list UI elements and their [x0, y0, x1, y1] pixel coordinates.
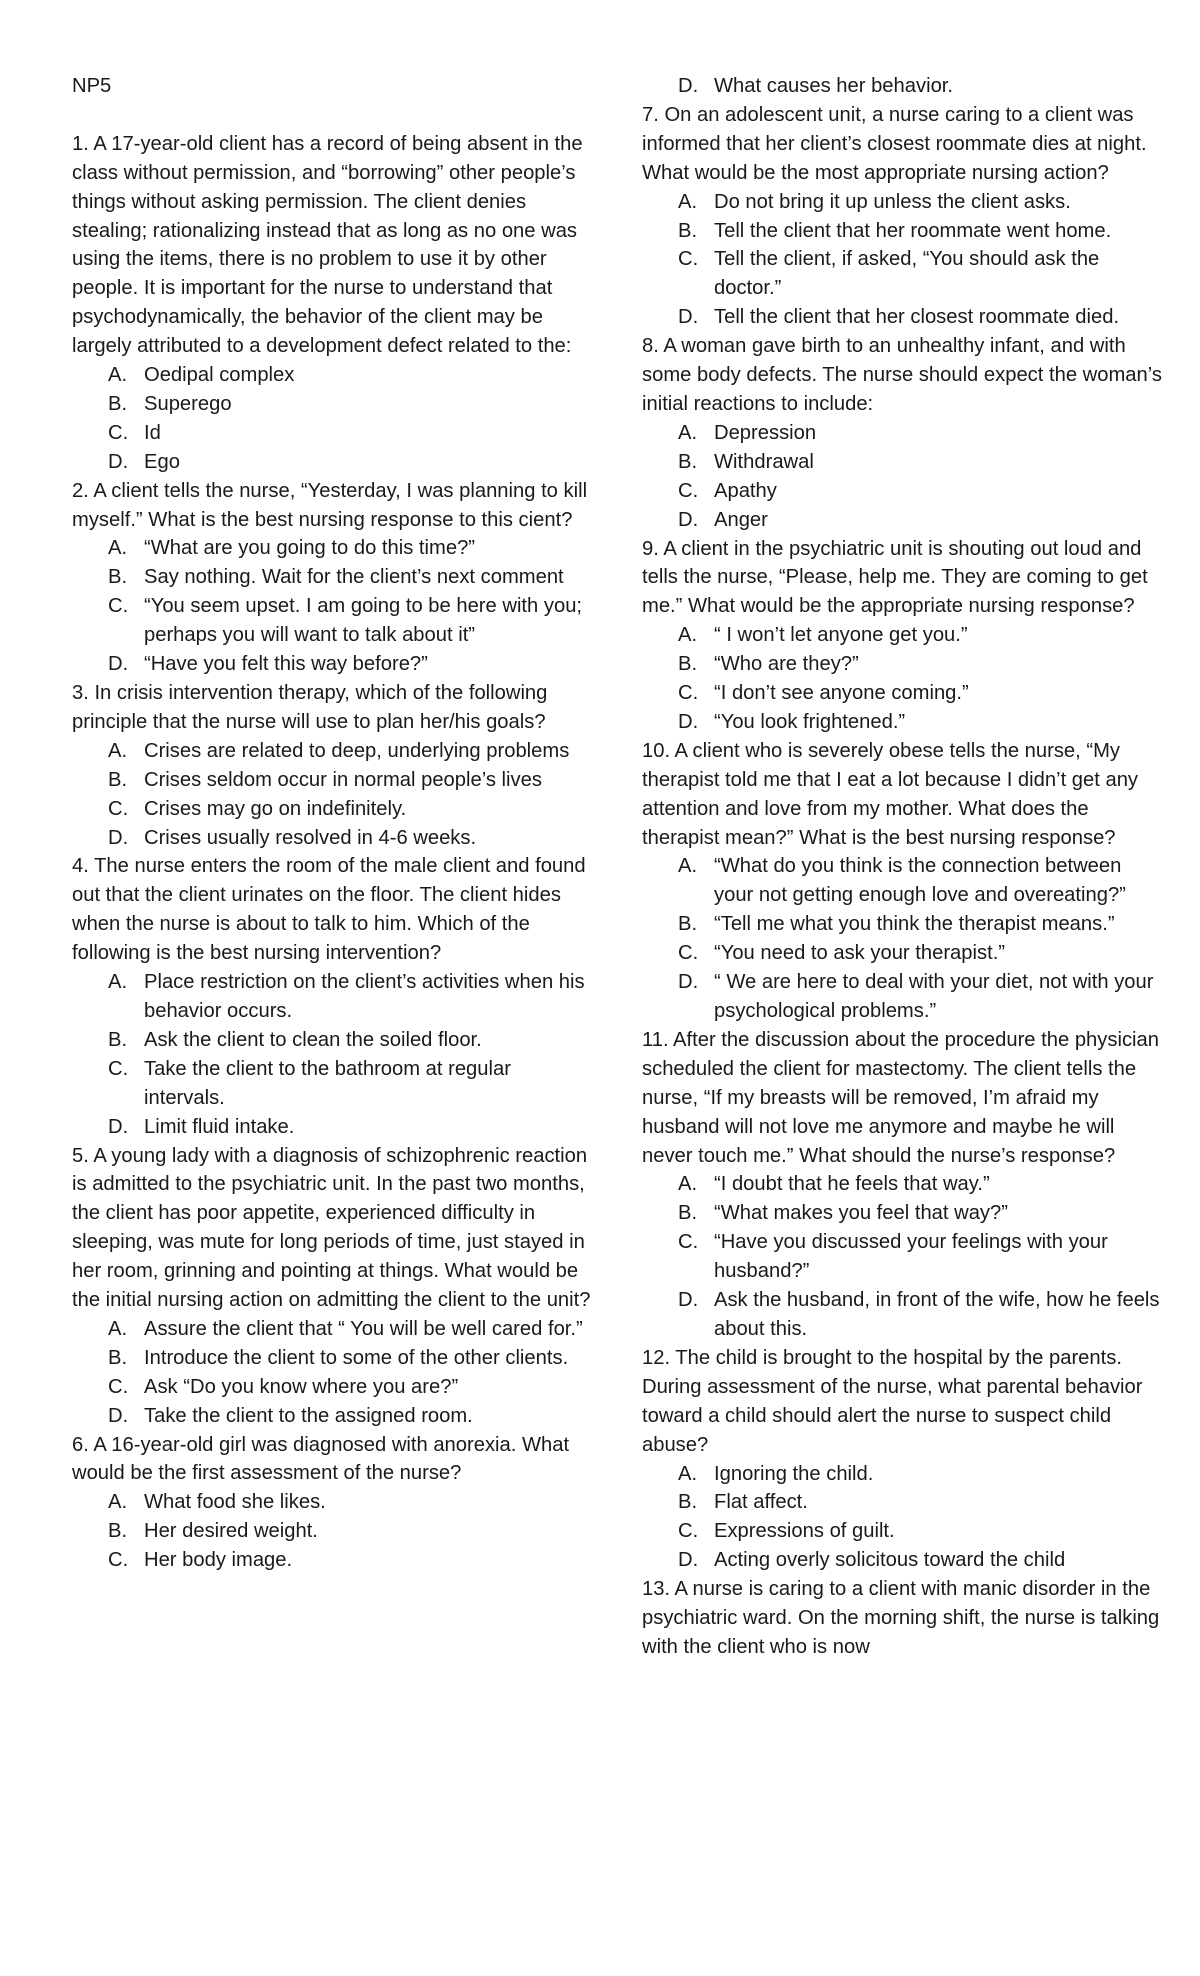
- question-text: 3. In crisis intervention therapy, which of the following principle that the nurse will use to plan her/his goals?: [72, 682, 548, 733]
- option-text: Place restriction on the client’s activities when his behavior occurs.: [144, 971, 585, 1022]
- option-letter: B.: [678, 219, 698, 242]
- option-text: Withdrawal: [714, 450, 814, 473]
- option-text: “What do you think is the connection between your not getting enough love and overeating?”: [714, 855, 1126, 907]
- option-letter: B.: [678, 653, 698, 676]
- option-text: Ask the client to clean the soiled floor.: [144, 1028, 482, 1051]
- option-letter: C.: [678, 682, 699, 705]
- answer-option: [642, 1517, 1162, 1546]
- answer-option: [72, 448, 592, 477]
- question-text: 4. The nurse enters the room of the male client and found out that the client urinates on the floor. The client hides when the nurse is about to talk to him. Which of the following is the best nursing intervention?: [72, 855, 586, 965]
- question-text: 2. A client tells the nurse, “Yesterday, I was planning to kill myself.” What is the best nursing response to this cient?: [72, 479, 588, 531]
- answer-option: [642, 245, 1162, 303]
- option-text: “You seem upset. I am going to be here with you; perhaps you will want to talk about it”: [144, 595, 583, 647]
- option-letter: D.: [678, 710, 699, 733]
- option-text: Crises are related to deep, underlying problems: [144, 739, 570, 762]
- option-text: Tell the client that her roommate went home.: [714, 219, 1112, 242]
- option-text: Apathy: [714, 479, 777, 502]
- question-text: 10. A client who is severely obese tells the nurse, “My therapist told me that I eat a lot because I didn’t get any attention and love from my mother. What does the therapist mean?” What is the best nursing response?: [642, 739, 1139, 849]
- option-letter: A.: [678, 1462, 698, 1485]
- option-letter: B.: [108, 392, 128, 415]
- option-letter: C.: [108, 797, 129, 820]
- option-letter: C.: [678, 1520, 699, 1543]
- question-8: [642, 332, 1162, 534]
- option-text: Say nothing. Wait for the client’s next comment: [144, 566, 564, 589]
- option-letter: C.: [678, 1231, 699, 1254]
- question-3: [72, 679, 592, 852]
- answer-option: [72, 390, 592, 419]
- answer-option: [642, 968, 1162, 1026]
- answer-option: [72, 563, 592, 592]
- option-text: Do not bring it up unless the client asks.: [714, 190, 1071, 213]
- option-text: “ We are here to deal with your diet, not with your psychological problems.”: [714, 971, 1154, 1022]
- answer-option: [642, 708, 1162, 737]
- option-text: “I don’t see anyone coming.”: [714, 682, 969, 705]
- question-text: 6. A 16-year-old girl was diagnosed with anorexia. What would be the first assessment of the nurse?: [72, 1433, 570, 1485]
- question-1: [72, 130, 592, 477]
- answer-option: [72, 1026, 592, 1055]
- answer-option: [72, 650, 592, 679]
- answer-options: [642, 1170, 1162, 1343]
- option-text: “You look frightened.”: [714, 710, 906, 733]
- question-2: [72, 477, 592, 679]
- option-text: Ask “Do you know where you are?”: [144, 1375, 459, 1398]
- option-text: Acting overly solicitous toward the child: [714, 1549, 1066, 1572]
- answer-option: [642, 650, 1162, 679]
- option-text: What causes her behavior.: [714, 75, 954, 97]
- answer-options: [72, 737, 592, 853]
- option-text: “What are you going to do this time?”: [144, 537, 476, 560]
- answer-option: [642, 621, 1162, 650]
- option-text: “Have you discussed your feelings with your husband?”: [714, 1231, 1108, 1283]
- option-letter: A.: [678, 855, 698, 878]
- option-text: Tell the client that her closest roommate died.: [714, 306, 1120, 329]
- option-letter: A.: [678, 624, 698, 647]
- option-letter: D.: [678, 508, 699, 531]
- option-letter: A.: [108, 364, 128, 387]
- answer-options: [72, 1315, 592, 1431]
- answer-option: [642, 506, 1162, 535]
- question-text: 8. A woman gave birth to an unhealthy infant, and with some body defects. The nurse should expect the woman’s initial reactions to include:: [642, 335, 1162, 415]
- option-letter: C.: [108, 595, 129, 618]
- option-text: Expressions of guilt.: [714, 1520, 895, 1543]
- answer-option: [72, 419, 592, 448]
- option-text: Crises may go on indefinitely.: [144, 797, 407, 820]
- option-text: “I doubt that he feels that way.”: [714, 1173, 990, 1196]
- option-letter: A.: [108, 1317, 128, 1340]
- question-text: 13. A nurse is caring to a client with manic disorder in the psychiatric ward. On the morning shift, the nurse is talking with the client who is now: [642, 1578, 1160, 1658]
- option-letter: B.: [678, 1491, 698, 1514]
- answer-option: [642, 419, 1162, 448]
- option-text: Tell the client, if asked, “You should ask the doctor.”: [714, 248, 1100, 300]
- option-letter: D.: [108, 653, 129, 676]
- document-title: NP5: [72, 75, 112, 97]
- option-text: “ I won’t let anyone get you.”: [714, 624, 968, 647]
- answer-option: [642, 188, 1162, 217]
- answer-option: [642, 1488, 1162, 1517]
- answer-options: [642, 188, 1162, 333]
- question-text: 11. After the discussion about the procedure the physician scheduled the client for mastectomy. The client tells the nurse, “If my breasts will be removed, I’m afraid my husband will not love me anymore and maybe he will never touch me.” What should the nurse’s response?: [642, 1028, 1159, 1167]
- answer-options: [72, 968, 592, 1141]
- answer-options: [642, 419, 1162, 535]
- option-text: Anger: [714, 508, 768, 531]
- answer-option: [72, 795, 592, 824]
- option-letter: D.: [108, 826, 129, 849]
- option-letter: A.: [108, 739, 128, 762]
- question-7: [642, 101, 1162, 332]
- answer-option: [72, 1546, 592, 1575]
- option-text: “Who are they?”: [714, 653, 859, 676]
- answer-option: [72, 1517, 592, 1546]
- answer-option: [642, 939, 1162, 968]
- answer-option: [72, 1055, 592, 1113]
- answer-options: [642, 1460, 1162, 1576]
- question-12: [642, 1344, 1162, 1575]
- answer-option: [642, 217, 1162, 246]
- option-letter: B.: [108, 566, 128, 589]
- answer-option: [642, 448, 1162, 477]
- answer-option: [642, 1170, 1162, 1199]
- option-letter: C.: [108, 1375, 129, 1398]
- question-text: 12. The child is brought to the hospital by the parents. During assessment of the nurse, what parental behavior toward a child should alert the nurse to suspect child abuse?: [642, 1346, 1143, 1456]
- option-text: Ask the husband, in front of the wife, how he feels about this.: [714, 1289, 1160, 1340]
- option-letter: D.: [108, 450, 129, 473]
- answer-option: [72, 766, 592, 795]
- option-text: Her body image.: [144, 1549, 293, 1572]
- option-letter: C.: [678, 479, 699, 502]
- question-text: 5. A young lady with a diagnosis of schizophrenic reaction is admitted to the psychiatric unit. In the past two months, the client has poor appetite, experienced difficulty in sleeping, was mute for long periods of time, just stayed in her room, grinning and pointing at things. What would be the initial nursing action on admitting the client to the unit?: [72, 1144, 591, 1312]
- option-text: “Have you felt this way before?”: [144, 653, 428, 676]
- option-text: Introduce the client to some of the other clients.: [144, 1346, 569, 1369]
- question-text: 9. A client in the psychiatric unit is shouting out loud and tells the nurse, “Please, help me. They are coming to get me.” What would be the appropriate nursing response?: [642, 537, 1148, 618]
- question-text: 1. A 17-year-old client has a record of being absent in the class without permission, and “borrowing” other people’s things without asking permission. The client denies stealing; rationalizing instead that as long as no one was using the items, there is no problem to use it by other people. It is important for the nurse to understand that psychodynamically, the behavior of the client may be largely attributed to a development defect related to the:: [72, 132, 583, 358]
- answer-option: [642, 72, 1162, 101]
- answer-options: [72, 534, 592, 679]
- option-letter: B.: [108, 1346, 128, 1369]
- option-letter: C.: [678, 248, 699, 271]
- option-text: Assure the client that “ You will be well cared for.”: [144, 1317, 583, 1340]
- option-letter: B.: [108, 1520, 128, 1543]
- answer-option: [72, 1113, 592, 1142]
- option-letter: D.: [108, 1404, 129, 1427]
- option-letter: D.: [678, 75, 699, 97]
- option-text: Her desired weight.: [144, 1520, 318, 1543]
- answer-option: [642, 303, 1162, 332]
- question-11: [642, 1026, 1162, 1344]
- option-letter: B.: [678, 913, 698, 936]
- answer-option: [642, 477, 1162, 506]
- question-10: [642, 737, 1162, 1026]
- option-text: Superego: [144, 392, 232, 415]
- option-letter: C.: [108, 1057, 129, 1080]
- option-text: What food she likes.: [144, 1491, 326, 1514]
- option-text: Crises seldom occur in normal people’s lives: [144, 768, 542, 791]
- option-letter: D.: [678, 971, 699, 994]
- answer-option: [72, 534, 592, 563]
- option-letter: B.: [108, 1028, 128, 1051]
- answer-options: [72, 361, 592, 477]
- option-text: Ego: [144, 450, 180, 473]
- answer-option: [72, 1402, 592, 1431]
- option-text: Take the client to the assigned room.: [144, 1404, 473, 1427]
- option-text: “What makes you feel that way?”: [714, 1202, 1008, 1225]
- answer-option: [642, 910, 1162, 939]
- option-letter: D.: [678, 306, 699, 329]
- answer-options: [642, 621, 1162, 737]
- question-text: 7. On an adolescent unit, a nurse caring to a client was informed that her client’s closest roommate dies at night. What would be the most appropriate nursing action?: [642, 103, 1147, 184]
- option-text: Flat affect.: [714, 1491, 808, 1514]
- answer-option: [72, 1315, 592, 1344]
- answer-option: [642, 1199, 1162, 1228]
- option-text: Ignoring the child.: [714, 1462, 874, 1485]
- question-6: [72, 1431, 592, 1576]
- option-text: Limit fluid intake.: [144, 1115, 295, 1138]
- left-column: [72, 72, 592, 1575]
- option-text: “You need to ask your therapist.”: [714, 942, 1006, 965]
- option-letter: B.: [678, 450, 698, 473]
- option-letter: B.: [678, 1202, 698, 1225]
- option-letter: C.: [108, 421, 129, 444]
- answer-option: [642, 852, 1162, 910]
- answer-option: [642, 1460, 1162, 1489]
- option-letter: D.: [678, 1289, 699, 1312]
- answer-option: [72, 592, 592, 650]
- option-letter: A.: [678, 421, 698, 444]
- answer-option: [642, 1286, 1162, 1344]
- answer-option: [72, 1344, 592, 1373]
- option-letter: C.: [108, 1549, 129, 1572]
- option-letter: A.: [108, 537, 128, 560]
- answer-option: [72, 361, 592, 390]
- answer-option: [72, 968, 592, 1026]
- option-letter: A.: [108, 971, 128, 994]
- option-letter: A.: [108, 1491, 128, 1514]
- question-9: [642, 535, 1162, 737]
- answer-option: [72, 824, 592, 853]
- answer-options: [642, 852, 1162, 1025]
- option-text: Crises usually resolved in 4-6 weeks.: [144, 826, 477, 849]
- answer-options: [72, 1488, 592, 1575]
- question-13: [642, 1575, 1162, 1662]
- right-column: [642, 72, 1162, 1662]
- question-4: [72, 852, 592, 1141]
- question-5: [72, 1142, 592, 1431]
- option-letter: B.: [108, 768, 128, 791]
- option-letter: A.: [678, 190, 698, 213]
- answer-option: [642, 1546, 1162, 1575]
- option-letter: C.: [678, 942, 699, 965]
- answer-option: [72, 1373, 592, 1402]
- answer-option: [642, 1228, 1162, 1286]
- option-text: Depression: [714, 421, 817, 444]
- answer-options-continued: [642, 72, 1162, 101]
- option-text: Id: [144, 421, 161, 444]
- answer-option: [72, 737, 592, 766]
- option-letter: D.: [108, 1115, 129, 1138]
- option-letter: A.: [678, 1173, 698, 1196]
- option-text: Oedipal complex: [144, 364, 295, 387]
- option-text: Take the client to the bathroom at regular intervals.: [144, 1057, 511, 1109]
- answer-option: [642, 679, 1162, 708]
- option-text: “Tell me what you think the therapist means.”: [714, 913, 1115, 936]
- answer-option: [72, 1488, 592, 1517]
- option-letter: D.: [678, 1549, 699, 1572]
